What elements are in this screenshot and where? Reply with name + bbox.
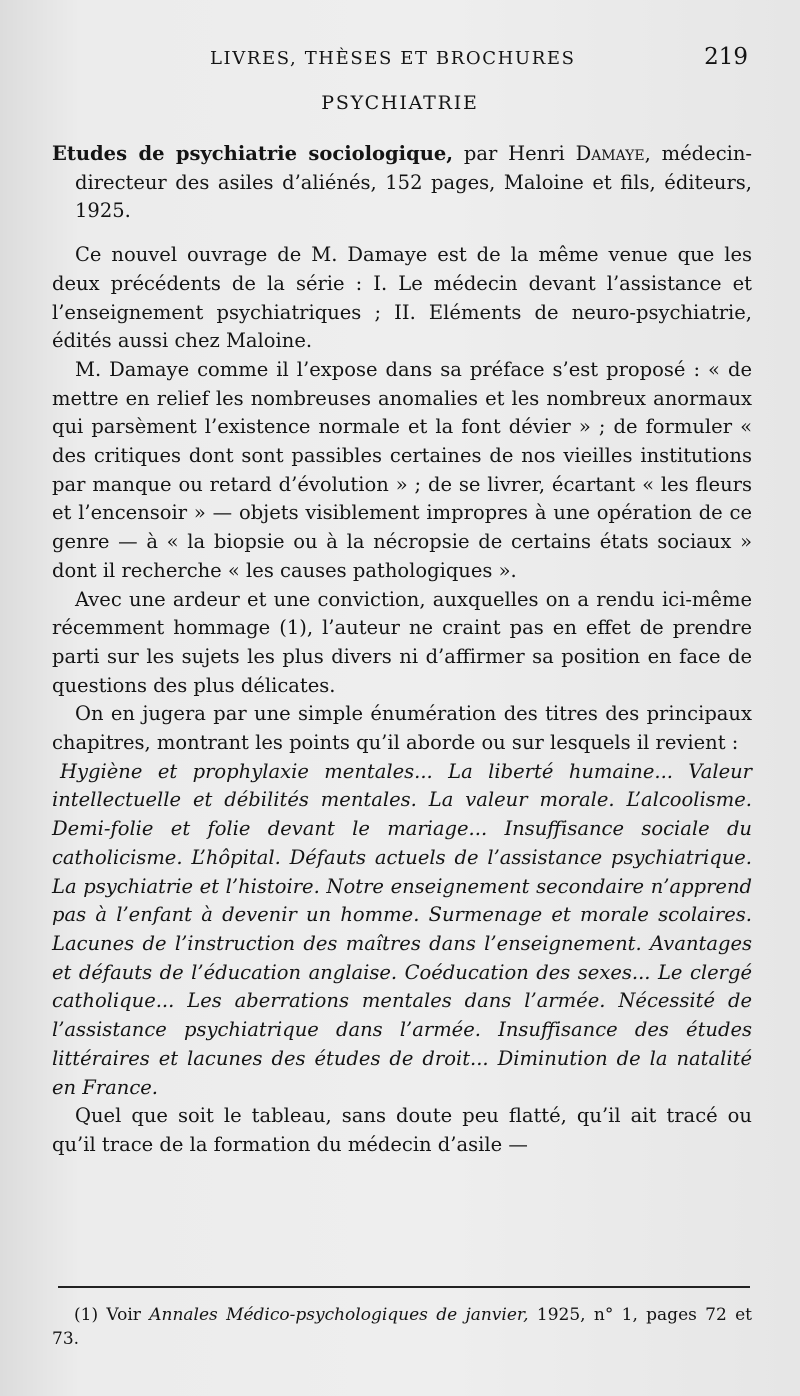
footnote-text	[52, 1303, 752, 1351]
paragraph-ardeur: Avec une ardeur et une conviction, auxquelles on a rendu ici-même récemment hommage (1), l’auteur ne craint pas en effet de prendre parti sur les sujets les plus divers ni d’affirmer sa position en face de questions des plus délicates.	[52, 587, 752, 697]
section-title: PSYCHIATRIE	[321, 92, 479, 114]
page-header	[52, 44, 752, 74]
bibliographic-entry	[52, 140, 752, 226]
running-head: LIVRES, THÈSES ET BROCHURES	[210, 48, 576, 69]
footnote-reference: 1925, n° 1, pages 72 et 73.	[52, 1305, 752, 1349]
paragraph-intro: Ce nouvel ouvrage de M. Damaye est de la même venue que les deux précédents de la série : I. Le médecin devant l’assistance et l’enseignement psychiatriques ; II. Eléments de neuro-psychiatrie, édités aussi chez Maloine.	[52, 243, 752, 353]
footnote-journal: Annales Médico-psychologiques de janvier,	[149, 1305, 529, 1325]
footnote	[52, 1303, 752, 1351]
author-surname: Damaye	[575, 142, 645, 165]
book-title: Etudes de psychiatrie sociologique,	[52, 142, 454, 165]
review-body	[52, 140, 752, 1160]
footnote-marker: (1) Voir	[74, 1305, 150, 1325]
footnote-divider	[58, 1286, 750, 1288]
paragraph-closing: Quel que soit le tableau, sans doute peu flatté, qu’il ait tracé ou qu’il trace de la formation du médecin d’asile —	[52, 1104, 752, 1156]
publication-details: , médecin-directeur des asiles d’aliénés, 152 pages, Maloine et fils, éditeurs, 1925.	[75, 142, 752, 223]
paragraph-preface: M. Damaye comme il l’expose dans sa préface s’est proposé : « de mettre en relief les nombreuses anomalies et les nombreux anormaux qui parsèment l’existence normale et la font dévier » ; de formuler « des critiques dont sont passibles certaines de nos vieilles institutions par manque ou retard d’évolution » ; de se livrer, écartant « les fleurs et l’encensoir » — objets visiblement impropres à une opération de ce genre — à « la biopsie ou à la nécropsie de certains états sociaux » dont il recherche « les causes pathologiques ».	[52, 357, 752, 582]
page-number: 219	[704, 44, 748, 70]
chapter-list: Hygiène et prophylaxie mentales... La liberté humaine... Valeur intellectuelle et débilités mentales. La valeur morale. L’alcoolisme. Demi-folie et folie devant le mariage... Insuffisance sociale du catholicisme. L’hôpital. Défauts actuels de l’assistance psychiatrique. La psychiatrie et l’histoire. Notre enseignement secondaire n’apprend pas à l’enfant à devenir un homme. Surmenage et morale scolaires. Lacunes de l’instruction des maîtres dans l’enseignement. Avantages et défauts de l’éducation anglaise. Coéducation des sexes... Le clergé catholique... Les aberrations mentales dans l’armée. Nécessité de l’assistance psychiatrique dans l’armée. Insuffisance des études littéraires et lacunes des études de droit... Diminution de la natalité en France.	[52, 759, 752, 1099]
paragraph-enumeration: On en jugera par une simple énumération des titres des principaux chapitres, montrant les points qu’il aborde ou sur lesquels il revient :	[52, 702, 752, 755]
author-prefix: par Henri	[453, 142, 576, 165]
